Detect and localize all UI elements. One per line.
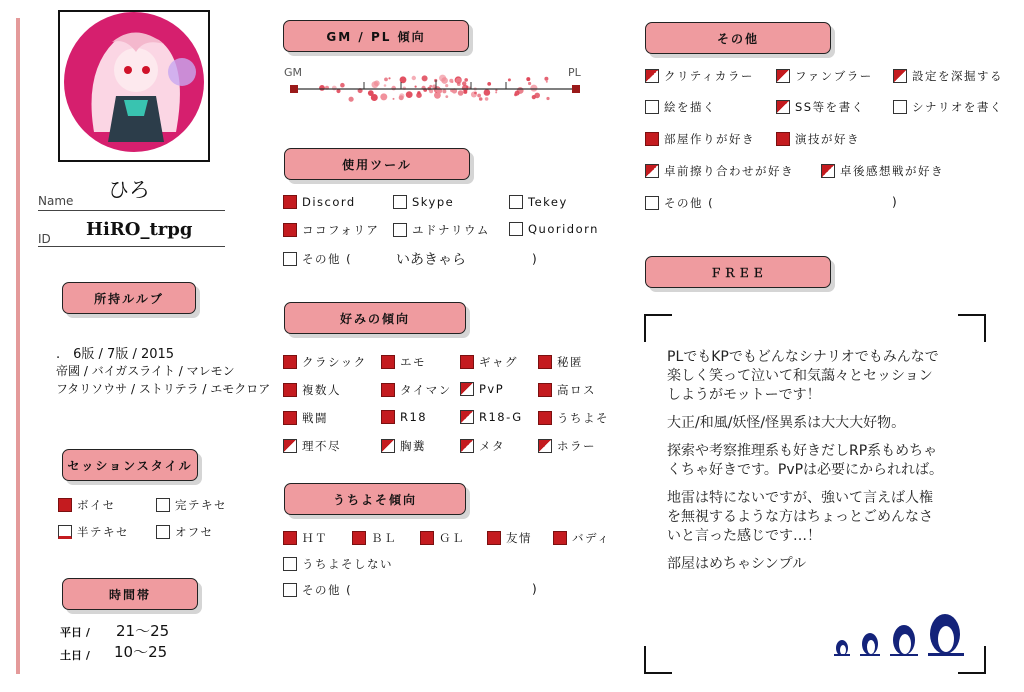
uchiyoso-checkbox-1[interactable] xyxy=(283,530,328,546)
free-text-line: いと言った感じです…！ xyxy=(667,528,821,544)
checkbox-empty-icon[interactable] xyxy=(393,223,407,237)
gmpl-dot xyxy=(479,97,483,101)
preferences-checkbox-5[interactable] xyxy=(283,382,341,398)
gmpl-dot xyxy=(528,82,531,85)
session-style-checkbox-2[interactable] xyxy=(156,497,227,513)
gmpl-dot xyxy=(388,77,390,79)
checkbox-label: シナリオを書く xyxy=(912,100,1003,114)
free-text-line: PLでもKPでもどんなシナリオでもみんなで xyxy=(667,349,939,365)
checkbox-label: 絵を描く xyxy=(664,100,716,114)
checkbox-label: Quoridorn xyxy=(528,222,599,236)
checkbox-label: Tekey xyxy=(528,195,568,209)
preferences-header: 好みの傾向 xyxy=(284,302,466,334)
checkbox-empty-icon[interactable] xyxy=(283,557,297,571)
others-checkbox-5[interactable] xyxy=(776,99,865,115)
checkbox-full-icon[interactable] xyxy=(538,383,552,397)
others-checkbox-6[interactable] xyxy=(893,99,1003,115)
profile-id: HiRO_trpg xyxy=(86,219,193,240)
others-checkbox-3[interactable] xyxy=(893,68,1003,84)
uchiyoso-checkbox-5[interactable] xyxy=(553,530,610,546)
checkbox-half-icon[interactable] xyxy=(460,410,474,424)
gmpl-dot xyxy=(474,92,477,95)
checkbox-empty-icon[interactable] xyxy=(283,252,297,266)
preferences-checkbox-2[interactable] xyxy=(381,354,426,370)
others-checkbox-10[interactable] xyxy=(821,163,944,179)
checkbox-full-icon[interactable] xyxy=(420,531,434,545)
gmpl-dot xyxy=(464,78,468,82)
weekday-label: 平日 / xyxy=(60,626,90,639)
gmpl-dot xyxy=(462,85,469,92)
avatar-character-illustration xyxy=(64,12,204,152)
checkbox-full-icon[interactable] xyxy=(283,223,297,237)
tools-checkbox-6[interactable] xyxy=(509,222,599,236)
free-text xyxy=(667,348,967,574)
gmpl-dot xyxy=(462,81,466,85)
checkbox-full-icon[interactable] xyxy=(352,531,366,545)
gmpl-dot xyxy=(393,98,395,100)
gmpl-dot xyxy=(332,86,337,91)
checkbox-label: 設定を深掘する xyxy=(912,69,1003,83)
free-text-line: 部屋はめちゃシンプル xyxy=(667,556,807,572)
weekday-value: 21〜25 xyxy=(116,622,170,640)
gmpl-dot xyxy=(429,85,432,88)
checkbox-label: 複数人 xyxy=(302,383,341,397)
preferences-checkbox-14[interactable] xyxy=(381,438,426,454)
gmpl-dot xyxy=(422,75,428,81)
rules-line-3: フタリソウサ / ストリテラ / エモクロア xyxy=(56,382,271,396)
checkbox-label: 胸糞 xyxy=(400,439,426,453)
others-checkbox-2[interactable] xyxy=(776,68,873,84)
name-label: Name xyxy=(38,194,74,208)
gmpl-dot xyxy=(374,80,380,86)
gmpl-dot xyxy=(495,91,497,93)
preferences-checkbox-11[interactable] xyxy=(460,410,523,424)
checkbox-empty-icon[interactable] xyxy=(509,195,523,209)
checkbox-label: 卓前擦り合わせが好き xyxy=(664,164,794,178)
checkbox-half-icon[interactable] xyxy=(645,69,659,83)
preferences-checkbox-7[interactable] xyxy=(460,382,504,396)
gmpl-dot xyxy=(319,85,325,91)
rules-line-1: . 6版 / 7版 / 2015 xyxy=(56,347,175,362)
others-checkbox-11[interactable] xyxy=(645,195,714,211)
preferences-checkbox-8[interactable] xyxy=(538,382,596,398)
checkbox-full-icon[interactable] xyxy=(460,355,474,369)
checkbox-full-icon[interactable] xyxy=(538,355,552,369)
uchiyoso-checkbox-3[interactable] xyxy=(420,530,465,546)
free-text-line: くちゃ好きです。PvPは必要にかられれば。 xyxy=(667,462,944,478)
checkbox-full-icon[interactable] xyxy=(487,531,501,545)
penguins-icon xyxy=(832,608,968,656)
tools-checkbox-4[interactable] xyxy=(283,222,379,238)
checkbox-underline-icon[interactable] xyxy=(58,525,72,539)
time-header: 時間帯 xyxy=(62,578,198,610)
checkbox-full-icon[interactable] xyxy=(381,383,395,397)
free-header: ＦＲＥＥ xyxy=(645,256,831,288)
checkbox-empty-icon[interactable] xyxy=(156,498,170,512)
free-frame-corner-tr xyxy=(958,314,986,342)
gmpl-dot xyxy=(384,78,388,82)
preferences-checkbox-15[interactable] xyxy=(460,438,505,454)
checkbox-empty-icon[interactable] xyxy=(509,222,523,236)
free-text-line: 地雷は特にないですが、強いて言えば人権 xyxy=(667,490,933,506)
checkbox-full-icon[interactable] xyxy=(553,531,567,545)
others-other-close: ) xyxy=(892,195,897,209)
preferences-checkbox-1[interactable] xyxy=(283,354,367,370)
checkbox-label: クリティカラー xyxy=(664,69,754,83)
free-text-line: 大正/和風/妖怪/怪異系は大大大好物。 xyxy=(667,415,906,431)
tools-other-close: ) xyxy=(532,252,537,266)
gmpl-dot xyxy=(487,82,491,86)
tools-checkbox-7[interactable] xyxy=(283,251,352,267)
free-text-line: しようがモットーです！ xyxy=(667,387,821,403)
gmpl-dot xyxy=(399,93,404,98)
gmpl-dot xyxy=(532,95,536,99)
gmpl-dot xyxy=(340,83,345,88)
others-checkbox-1[interactable] xyxy=(645,68,754,84)
others-checkbox-8[interactable] xyxy=(776,131,860,147)
uchiyoso-checkbox-7[interactable] xyxy=(283,582,352,598)
checkbox-half-icon[interactable] xyxy=(776,100,790,114)
gmpl-left-label: GM xyxy=(284,66,303,79)
free-text-line xyxy=(667,405,967,414)
others-checkbox-7[interactable] xyxy=(645,131,755,147)
id-underline xyxy=(38,246,225,247)
checkbox-label: エモ xyxy=(400,355,426,369)
tools-other-value: いあきゃら xyxy=(396,252,466,268)
checkbox-label: ＢＬ xyxy=(371,531,397,545)
uchiyoso-checkbox-6[interactable] xyxy=(283,556,393,572)
gmpl-dot xyxy=(485,97,489,101)
checkbox-label: 友情 xyxy=(506,531,532,545)
free-text-line: 探索や考察推理系も好きだしRP系もめちゃ xyxy=(667,443,938,459)
checkbox-full-icon[interactable] xyxy=(283,411,297,425)
gmpl-dot xyxy=(349,97,354,102)
checkbox-label: 高ロス xyxy=(557,383,596,397)
checkbox-label: その他 ( xyxy=(302,583,353,597)
checkbox-full-icon[interactable] xyxy=(776,132,790,146)
gmpl-dot xyxy=(449,79,453,83)
checkbox-half-icon[interactable] xyxy=(283,439,297,453)
free-text-line xyxy=(667,546,967,555)
uchiyoso-header: うちよそ傾向 xyxy=(284,483,466,515)
checkbox-full-icon[interactable] xyxy=(283,355,297,369)
others-checkbox-9[interactable] xyxy=(645,163,794,179)
gmpl-dot xyxy=(544,77,548,81)
checkbox-label: クラシック xyxy=(302,355,367,369)
checkbox-label: その他 ( xyxy=(302,252,353,266)
gmpl-dot xyxy=(439,75,446,82)
free-text-line: 楽しく笑って泣いて和気藹々とセッション xyxy=(667,368,933,384)
gmpl-dot xyxy=(477,94,481,98)
gmpl-dot xyxy=(380,93,387,100)
profile-name: ひろ xyxy=(108,178,150,202)
gmpl-slider[interactable] xyxy=(286,74,582,108)
checkbox-label: ボイセ xyxy=(77,498,116,512)
others-checkbox-4[interactable] xyxy=(645,99,716,115)
gmpl-header: GM / PL 傾向 xyxy=(283,20,469,52)
preferences-checkbox-9[interactable] xyxy=(283,410,328,426)
checkbox-label: 卓後感想戦が好き xyxy=(840,164,944,178)
checkbox-label: メタ xyxy=(479,439,505,453)
rules-header: 所持ルルブ xyxy=(62,282,196,314)
checkbox-label: 完テキセ xyxy=(175,498,227,512)
gmpl-dot xyxy=(406,91,413,98)
uchiyoso-checkbox-4[interactable] xyxy=(487,530,532,546)
gmpl-dot xyxy=(458,90,464,96)
gmpl-dot xyxy=(457,82,461,86)
uchiyoso-other-close: ) xyxy=(532,582,537,596)
checkbox-full-icon[interactable] xyxy=(538,411,552,425)
checkbox-empty-icon[interactable] xyxy=(893,100,907,114)
checkbox-label: オフセ xyxy=(175,525,214,539)
checkbox-empty-icon[interactable] xyxy=(283,583,297,597)
gmpl-dot xyxy=(546,81,548,83)
checkbox-half-icon[interactable] xyxy=(538,439,552,453)
checkbox-label: ファンブラー xyxy=(795,69,873,83)
preferences-checkbox-10[interactable] xyxy=(381,410,427,424)
gmpl-dot xyxy=(391,86,396,91)
checkbox-label: バディ xyxy=(572,531,611,545)
checkbox-label: タイマン xyxy=(400,383,452,397)
session-style-checkbox-4[interactable] xyxy=(156,524,214,540)
gmpl-dot xyxy=(546,97,549,100)
free-text-line: を無視するような方はちょっとごめんなさ xyxy=(667,509,933,525)
checkbox-half-icon[interactable] xyxy=(645,164,659,178)
session-style-checkbox-3[interactable] xyxy=(58,524,129,540)
free-frame-corner-tl xyxy=(644,314,672,342)
gmpl-dot xyxy=(384,84,387,87)
gmpl-dot xyxy=(515,91,520,96)
checkbox-full-icon[interactable] xyxy=(283,195,297,209)
free-text-line xyxy=(667,480,967,489)
checkbox-label: PvP xyxy=(479,382,505,396)
preferences-checkbox-16[interactable] xyxy=(538,438,596,454)
checkbox-label: ＧＬ xyxy=(439,531,465,545)
session-style-header: セッションスタイル xyxy=(62,449,198,481)
checkbox-label: その他 ( xyxy=(664,196,715,210)
checkbox-full-icon[interactable] xyxy=(283,383,297,397)
checkbox-half-icon[interactable] xyxy=(821,164,835,178)
gmpl-dot xyxy=(412,76,416,80)
checkbox-label: ギャグ xyxy=(479,355,518,369)
gmpl-dot xyxy=(371,94,378,101)
gmpl-dot xyxy=(416,92,422,98)
checkbox-label: ユドナリウム xyxy=(412,223,490,237)
checkbox-label: Skype xyxy=(412,195,455,209)
checkbox-label: 理不尽 xyxy=(302,439,341,453)
checkbox-full-icon[interactable] xyxy=(381,410,395,424)
preferences-checkbox-12[interactable] xyxy=(538,410,609,426)
free-text-line xyxy=(667,433,967,442)
gmpl-dot xyxy=(526,77,530,81)
checkbox-label: 戦闘 xyxy=(302,411,328,425)
id-label: ID xyxy=(38,232,51,246)
gmpl-dot xyxy=(508,78,511,81)
checkbox-full-icon[interactable] xyxy=(283,531,297,545)
gmpl-dot xyxy=(442,89,446,93)
tools-header: 使用ツール xyxy=(284,148,470,180)
gmpl-dot xyxy=(445,95,448,98)
gmpl-slider-fill xyxy=(319,75,549,102)
tools-checkbox-3[interactable] xyxy=(509,195,568,209)
checkbox-label: 部屋作りが好き xyxy=(664,132,755,146)
uchiyoso-checkbox-2[interactable] xyxy=(352,530,397,546)
checkbox-label: ホラー xyxy=(557,439,596,453)
checkbox-label: 演技が好き xyxy=(795,132,860,146)
gmpl-dot xyxy=(484,89,491,96)
checkbox-full-icon[interactable] xyxy=(645,132,659,146)
checkbox-label: 秘匿 xyxy=(557,355,583,369)
tools-checkbox-2[interactable] xyxy=(393,195,454,209)
checkbox-label: R18-G xyxy=(479,410,523,424)
left-stripe xyxy=(16,18,20,674)
checkbox-label: R18 xyxy=(400,410,428,424)
rules-line-2: 帝國 / バイガスライト / マレモン xyxy=(56,364,235,378)
checkbox-empty-icon[interactable] xyxy=(156,525,170,539)
checkbox-label: ココフォリア xyxy=(302,223,380,237)
preferences-checkbox-3[interactable] xyxy=(460,354,518,370)
gmpl-right-label: PL xyxy=(568,66,581,79)
weekend-value: 10〜25 xyxy=(114,643,168,661)
weekend-label: 土日 / xyxy=(60,649,90,662)
gmpl-dot xyxy=(530,85,537,92)
free-frame-corner-bl xyxy=(644,646,672,674)
checkbox-empty-icon[interactable] xyxy=(645,196,659,210)
checkbox-label: Discord xyxy=(302,195,356,209)
session-style-checkbox-1[interactable] xyxy=(58,497,116,513)
avatar xyxy=(64,12,204,152)
checkbox-half-icon[interactable] xyxy=(776,69,790,83)
checkbox-half-icon[interactable] xyxy=(460,439,474,453)
checkbox-full-icon[interactable] xyxy=(381,355,395,369)
checkbox-label: 半テキセ xyxy=(77,525,129,539)
preferences-checkbox-13[interactable] xyxy=(283,438,341,454)
checkbox-half-icon[interactable] xyxy=(381,439,395,453)
name-underline xyxy=(38,210,225,211)
others-header: その他 xyxy=(645,22,831,54)
checkbox-empty-icon[interactable] xyxy=(645,100,659,114)
preferences-checkbox-6[interactable] xyxy=(381,382,452,398)
checkbox-full-icon[interactable] xyxy=(58,498,72,512)
checkbox-label: ＨＴ xyxy=(302,531,328,545)
checkbox-label: うちよそ xyxy=(557,411,609,425)
checkbox-label: SS等を書く xyxy=(795,100,865,114)
gmpl-dot xyxy=(415,86,417,88)
checkbox-half-icon[interactable] xyxy=(893,69,907,83)
checkbox-empty-icon[interactable] xyxy=(393,195,407,209)
tools-checkbox-5[interactable] xyxy=(393,222,490,238)
checkbox-half-icon[interactable] xyxy=(460,382,474,396)
preferences-checkbox-4[interactable] xyxy=(538,354,583,370)
gmpl-dot xyxy=(445,84,448,87)
tools-checkbox-1[interactable] xyxy=(283,195,356,209)
checkbox-label: うちよそしない xyxy=(302,557,393,571)
